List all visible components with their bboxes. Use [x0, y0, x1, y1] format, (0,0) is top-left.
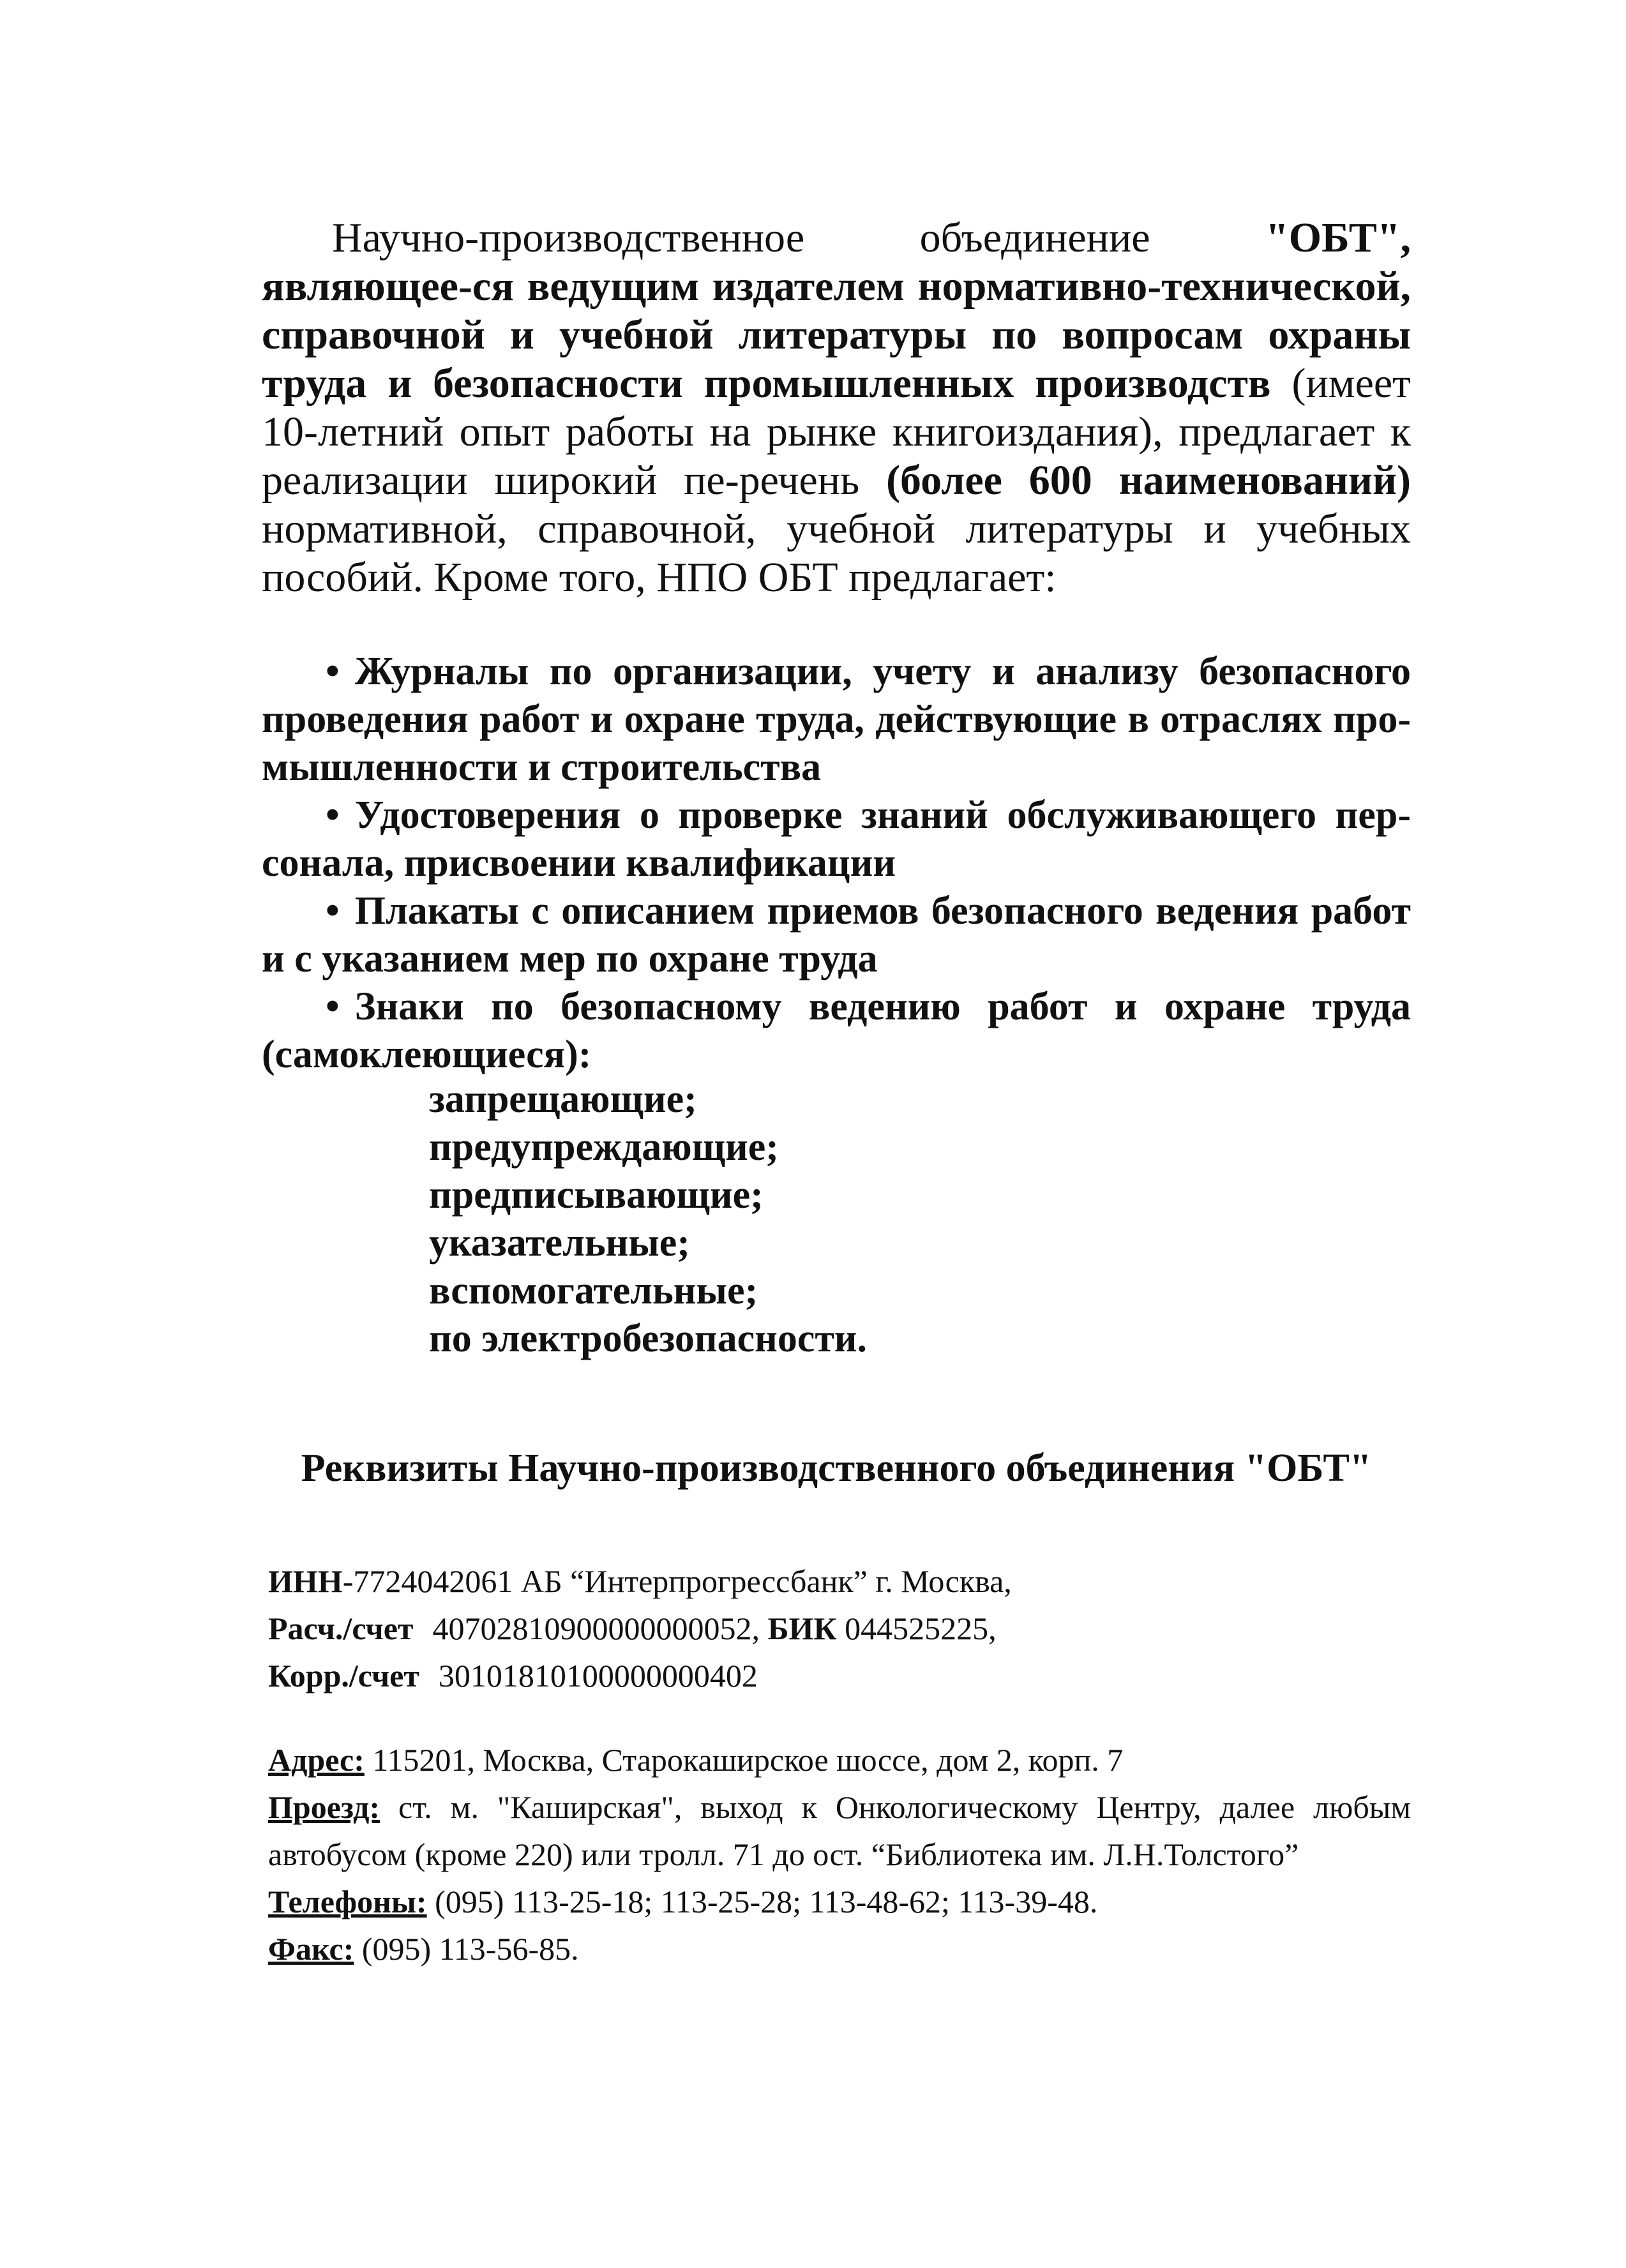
- contact-details: [268, 1736, 1411, 1972]
- sign-type-item: указательные;: [429, 1221, 690, 1265]
- bik-value: 044525225,: [836, 1611, 997, 1646]
- account-row: [268, 1605, 1417, 1652]
- sign-type-item: предписывающие;: [429, 1173, 764, 1217]
- intro-text-4: (более 600 наименований): [886, 457, 1411, 504]
- address-value: 115201, Москва, Старокаширское шоссе, дом 2, корп. 7: [364, 1742, 1124, 1778]
- offer-item-journals: [262, 648, 1411, 792]
- route-row: [268, 1784, 1411, 1878]
- sign-types-list: [429, 1076, 1195, 1363]
- corr-account-row: [268, 1652, 1417, 1699]
- offer-list: [262, 648, 1411, 1079]
- intro-text-3: (имеет 10-летний опыт работы на рынке книгоиздания), предлагает к реализации широкий пе-речень: [262, 360, 1411, 504]
- offer-item-text: Удостоверения о проверке знаний обслуживающего пер-сонала, присвоении квалификации: [262, 793, 1411, 885]
- account-label: Расч./счет: [268, 1611, 414, 1646]
- corr-account-label: Корр./счет: [268, 1658, 419, 1693]
- route-value: ст. м. "Каширская", выход к Онкологическому Центру, далее любым автобусом (кроме 220) или тролл. 71 до ост. “Библиотека им. Л.Н.Толстого”: [268, 1789, 1411, 1872]
- offer-item-signs: [262, 983, 1411, 1079]
- offer-item-text: Журналы по организации, учету и анализу безопасного проведения работ и охране труда, действующие в отраслях про-мышленности и строительства: [262, 650, 1411, 789]
- requisites-title: Реквизиты Научно-производственного объединения "ОБТ": [301, 1446, 1372, 1490]
- fax-label: Факс:: [268, 1931, 354, 1967]
- route-label: Проезд:: [268, 1789, 380, 1825]
- sign-type-item: вспомогательные;: [429, 1269, 758, 1312]
- address-row: [268, 1736, 1411, 1784]
- address-label: Адрес:: [268, 1742, 365, 1778]
- bullet-icon: •: [326, 985, 340, 1028]
- bullet-icon: •: [326, 650, 340, 693]
- corr-account-value: 30101810100000000402: [438, 1658, 758, 1693]
- phones-row: [268, 1878, 1411, 1925]
- phones-value: (095) 113-25-18; 113-25-28; 113-48-62; 113-39-48.: [426, 1884, 1098, 1919]
- sign-type-item: предупреждающие;: [429, 1125, 779, 1169]
- bank-details: [268, 1558, 1417, 1699]
- bullet-icon: •: [326, 793, 340, 837]
- bullet-icon: •: [326, 889, 340, 933]
- inn-value: -7724042061 АБ “Интерпрогрессбанк” г. Москва,: [342, 1563, 1012, 1599]
- fax-row: [268, 1925, 1411, 1972]
- sign-type-item: запрещающие;: [429, 1078, 697, 1121]
- offer-item-text: Плакаты с описанием приемов безопасного ведения работ и с указанием мер по охране труда: [262, 889, 1411, 980]
- intro-text-1: Научно-производственное объединение: [332, 214, 1266, 261]
- intro-paragraph: [262, 214, 1411, 602]
- offer-item-posters: [262, 887, 1411, 983]
- intro-text-2: "ОБТ", являющее-ся ведущим издателем нормативно-технической, справочной и учебной литературы по вопросам охраны труда и безопасности промышленных производств: [262, 214, 1411, 407]
- intro-text-5: нормативной, справочной, учебной литературы и учебных пособий. Кроме того, НПО ОБТ предлагает:: [262, 506, 1411, 601]
- sign-type-item: по электробезопасности.: [429, 1317, 868, 1360]
- inn-label: ИНН: [268, 1563, 343, 1599]
- inn-row: [268, 1558, 1417, 1605]
- offer-item-text: Знаки по безопасному ведению работ и охране труда (самоклеющиеся):: [262, 985, 1411, 1076]
- phones-label: Телефоны:: [268, 1884, 427, 1919]
- offer-item-certificates: [262, 792, 1411, 887]
- account-value: 40702810900000000052,: [432, 1611, 768, 1646]
- fax-value: (095) 113-56-85.: [354, 1931, 579, 1967]
- bik-label: БИК: [767, 1611, 837, 1646]
